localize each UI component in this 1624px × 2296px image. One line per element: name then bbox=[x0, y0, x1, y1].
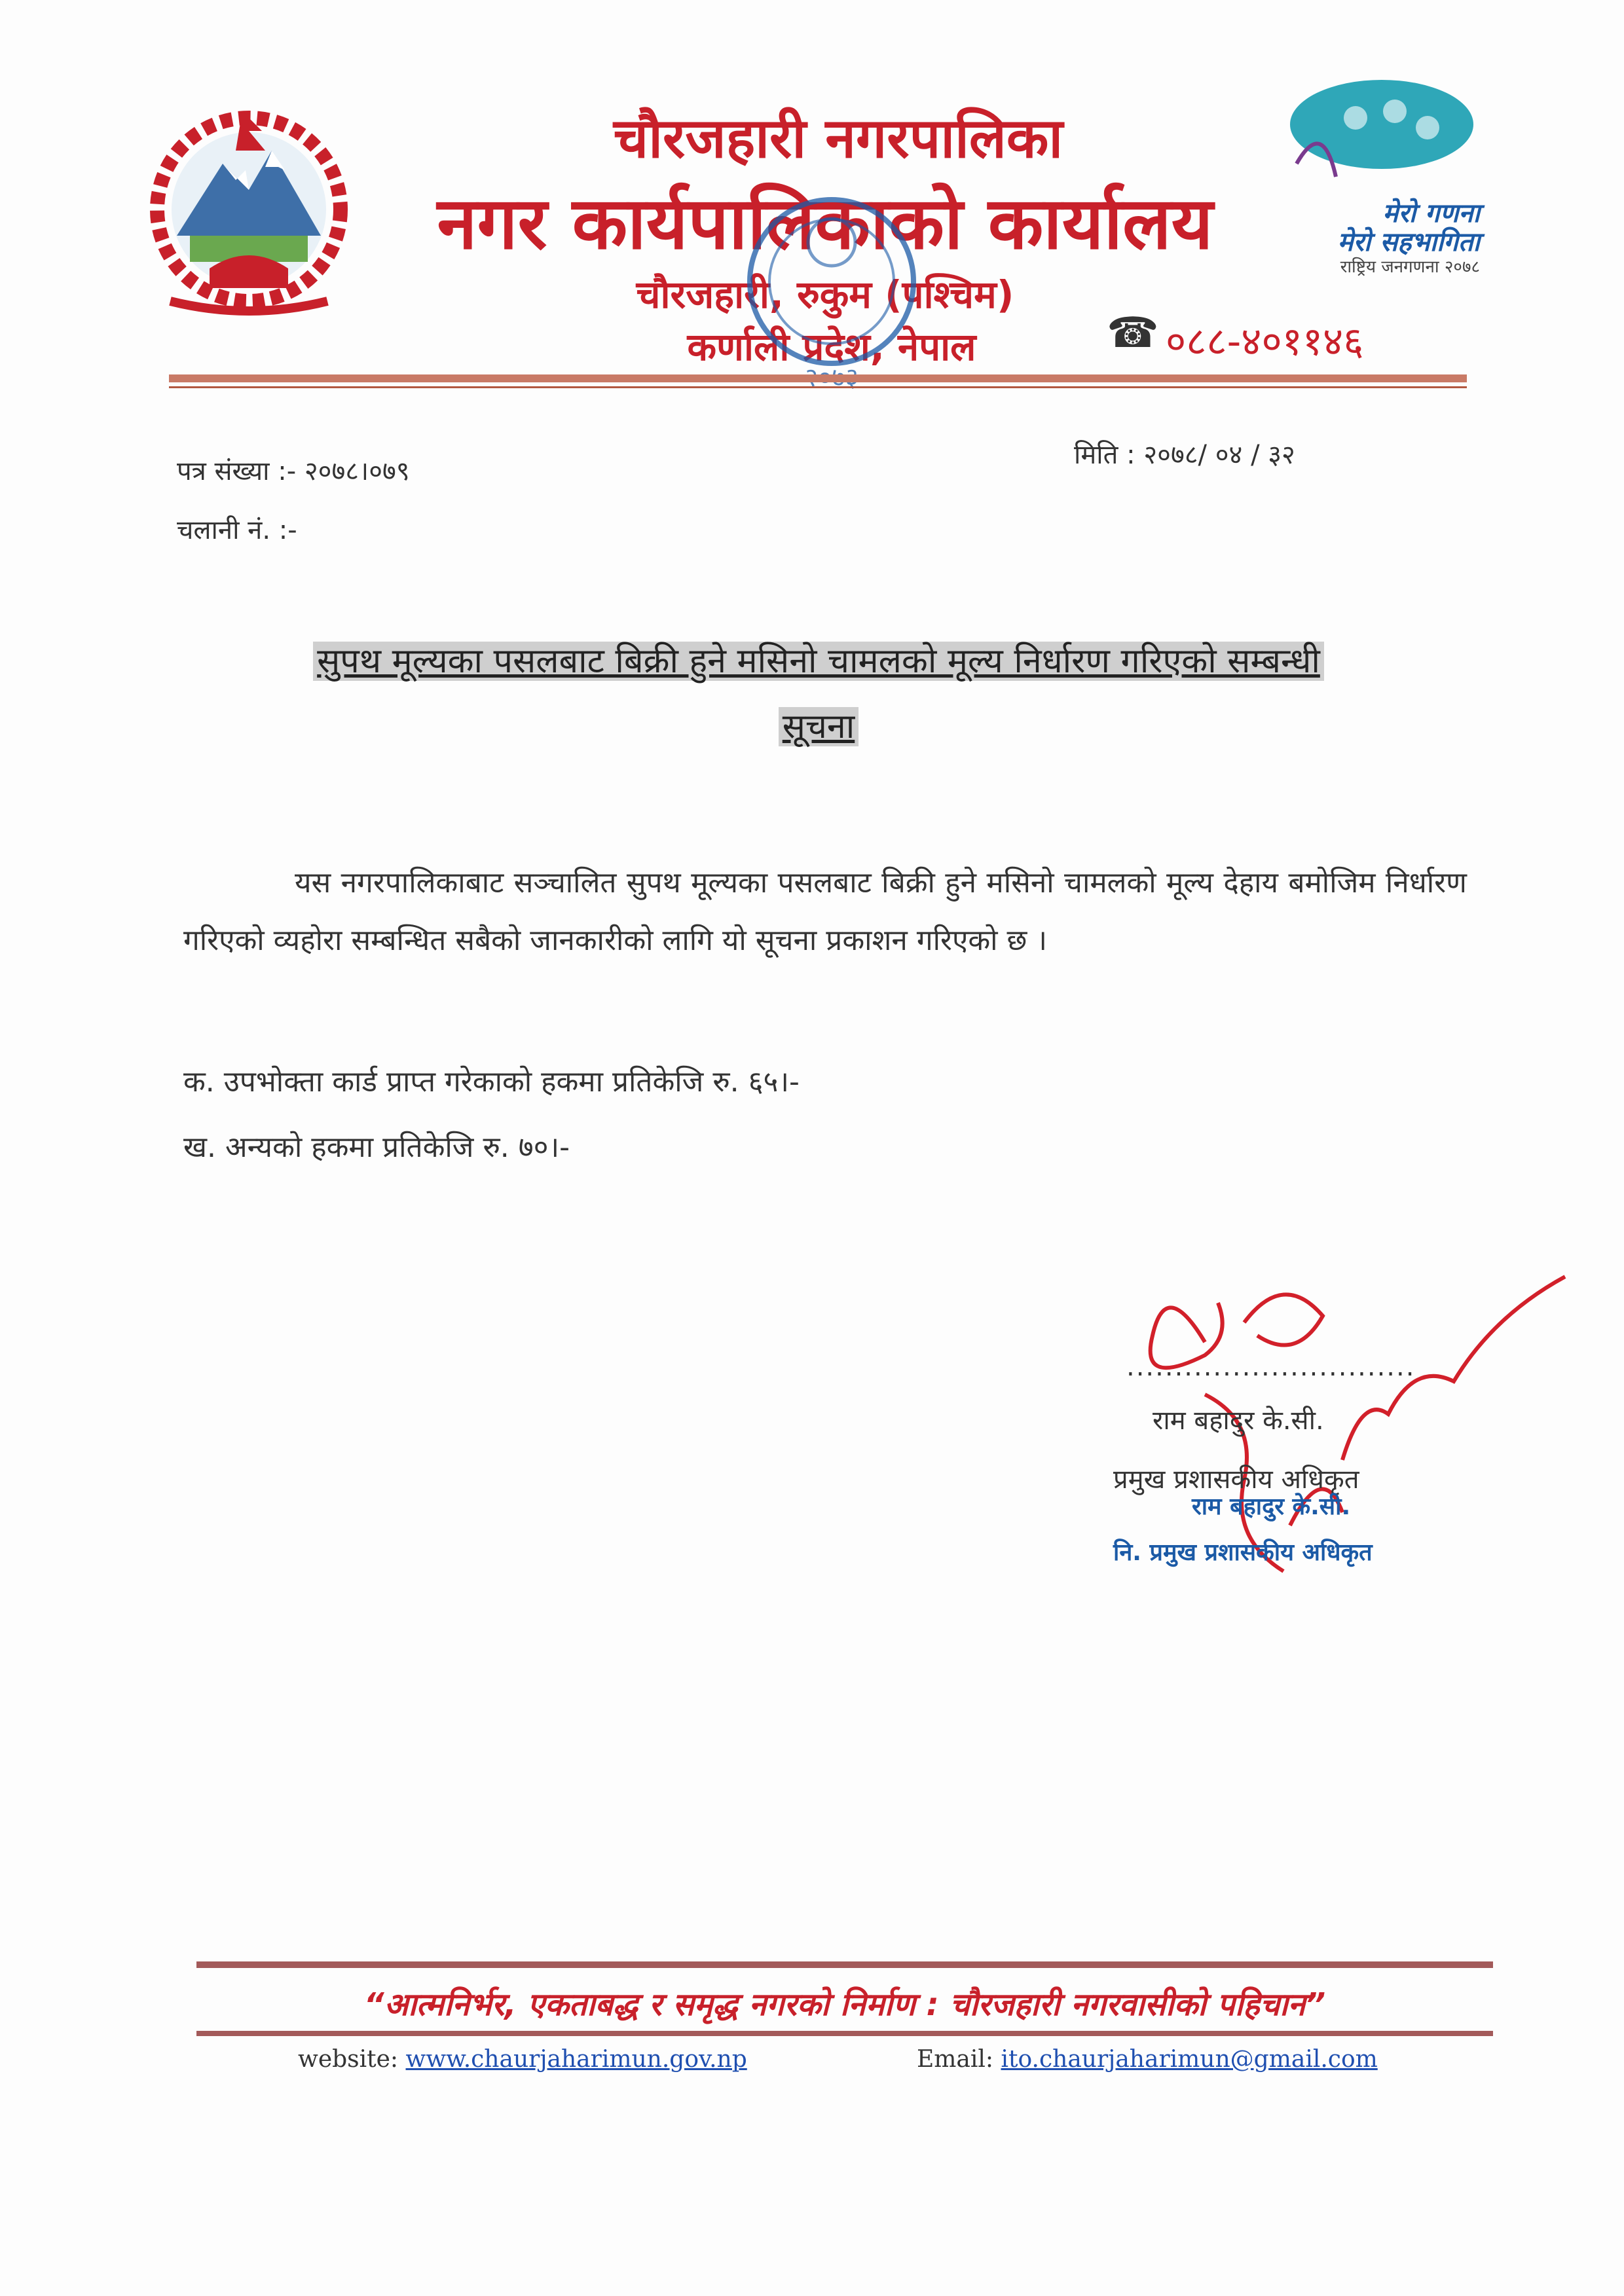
subject-line-2: सूचना bbox=[779, 707, 859, 746]
location-line-2: कर्णाली प्रदेश, नेपाल bbox=[687, 325, 976, 369]
office-seal-icon bbox=[727, 170, 936, 432]
census-line-3: राष्ट्रिय जनगणना २०७८ bbox=[1340, 257, 1480, 277]
signature-dots: .............................. bbox=[1126, 1352, 1416, 1382]
letter-number-value: २०७८।०७९ bbox=[304, 456, 410, 486]
signatory-name: राम बहादुर के.सी. bbox=[1153, 1406, 1324, 1436]
footer-rule-top bbox=[196, 1961, 1493, 1968]
phone-icon: ☎ bbox=[1107, 309, 1159, 357]
subject-heading bbox=[196, 629, 1441, 759]
letter-number-label: पत्र संख्या :- bbox=[177, 456, 297, 486]
email-row bbox=[917, 2046, 1378, 2073]
signatory-title: प्रमुख प्रशासकीय अधिकृत bbox=[1113, 1465, 1359, 1495]
dispatch-number-label: चलानी नं. :- bbox=[177, 515, 297, 545]
email-label: Email: bbox=[917, 2046, 994, 2073]
letter-number-row bbox=[177, 452, 410, 488]
date-value: २०७८/ ०४ / ३२ bbox=[1143, 440, 1295, 470]
census-line-2: मेरो सहभागिता bbox=[1337, 227, 1480, 257]
website-row bbox=[298, 2046, 747, 2073]
email-link[interactable]: ito.chaurjaharimun@gmail.com bbox=[1001, 2046, 1378, 2073]
stamp-title: नि. प्रमुख प्रशासकीय अधिकृत bbox=[1113, 1539, 1373, 1566]
office-name: नगर कार्यपालिकाको कार्यालय bbox=[437, 181, 1213, 265]
list-item: ख. अन्यको हकमा प्रतिकेजि रु. ७०।- bbox=[183, 1131, 570, 1164]
date-label: मिति : bbox=[1074, 440, 1135, 470]
website-link[interactable]: www.chaurjaharimun.gov.np bbox=[405, 2046, 747, 2073]
header-rule-thin bbox=[169, 386, 1467, 388]
location-line-1: चौरजहारी, रुकुम (पश्चिम) bbox=[636, 272, 1014, 317]
header-rule bbox=[169, 374, 1467, 382]
municipality-name: चौरजहारी नगरपालिका bbox=[613, 106, 1063, 170]
footer-slogan: “आत्मनिर्भर, एकताबद्ध र समृद्ध नगरको निर्माण : चौरजहारी नगरवासीको पहिचान” bbox=[363, 1986, 1326, 2023]
census-line-1: मेरो गणना bbox=[1382, 198, 1480, 228]
footer-rule-bottom bbox=[196, 2031, 1493, 2036]
body-paragraph: यस नगरपालिकाबाट सञ्चालित सुपथ मूल्यका पसलबाट बिक्री हुने मसिनो चामलको मूल्य देहाय बमोजिम निर्धारण गरिएको व्यहोरा सम्बन्धित सबैको जानकारीको लागि यो सूचना प्रकाशन गरिएको छ । bbox=[183, 866, 1467, 957]
phone-number: ०८८-४०११४६ bbox=[1166, 319, 1364, 365]
website-label: website: bbox=[298, 2046, 399, 2073]
list-item: क. उपभोक्ता कार्ड प्राप्त गरेकाको हकमा प्रतिकेजि रु. ६५।- bbox=[183, 1065, 800, 1099]
subject-line-1: सुपथ मूल्यका पसलबाट बिक्री हुने मसिनो चामलको मूल्य निर्धारण गरिएको सम्बन्धी bbox=[313, 642, 1324, 681]
date-row bbox=[1074, 435, 1295, 471]
nepal-emblem-icon bbox=[131, 105, 367, 321]
stamp-name: राम बहादुर के.सी. bbox=[1192, 1493, 1351, 1520]
